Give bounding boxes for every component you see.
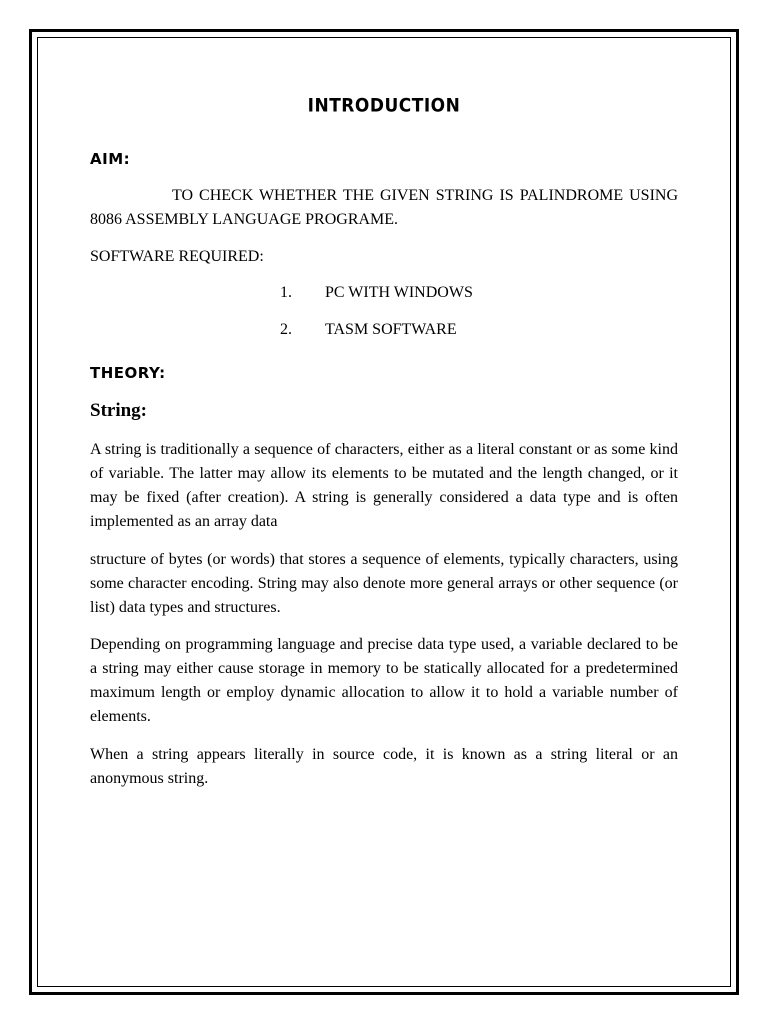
software-item	[280, 281, 473, 305]
theory-paragraph: structure of bytes (or words) that stores a sequence of elements, typically characters, using some character encoding. String may also denote more general arrays or other sequence (or list) data types and structures.	[90, 551, 678, 616]
software-item-text: TASM SOFTWARE	[325, 321, 457, 338]
theory-heading: THEORY:	[90, 364, 166, 382]
software-item-text: PC WITH WINDOWS	[325, 284, 473, 301]
theory-paragraph: Depending on programming language and precise data type used, a variable declared to be a string may either cause storage in memory to be statically allocated for a predetermined maximum length or employ dynamic allocation to allow it to hold a variable number of elements.	[90, 636, 678, 725]
software-item-number: 1.	[280, 284, 292, 301]
software-item-number: 2.	[280, 321, 292, 338]
software-item	[280, 318, 457, 342]
page-title: INTRODUCTION	[307, 95, 461, 117]
string-subheading: String:	[90, 400, 147, 421]
theory-paragraph: When a string appears literally in source code, it is known as a string literal or an anonymous string.	[90, 746, 678, 787]
aim-text: TO CHECK WHETHER THE GIVEN STRING IS PALINDROME USING 8086 ASSEMBLY LANGUAGE PROGRAME.	[90, 187, 678, 228]
theory-paragraph: A string is traditionally a sequence of characters, either as a literal constant or as some kind of variable. The latter may allow its elements to be mutated and the length changed, or it may be fixed (after creation). A string is generally considered a data type and is often implemented as an array data	[90, 441, 678, 530]
aim-heading: AIM:	[90, 150, 131, 168]
software-label: SOFTWARE REQUIRED:	[90, 248, 264, 265]
